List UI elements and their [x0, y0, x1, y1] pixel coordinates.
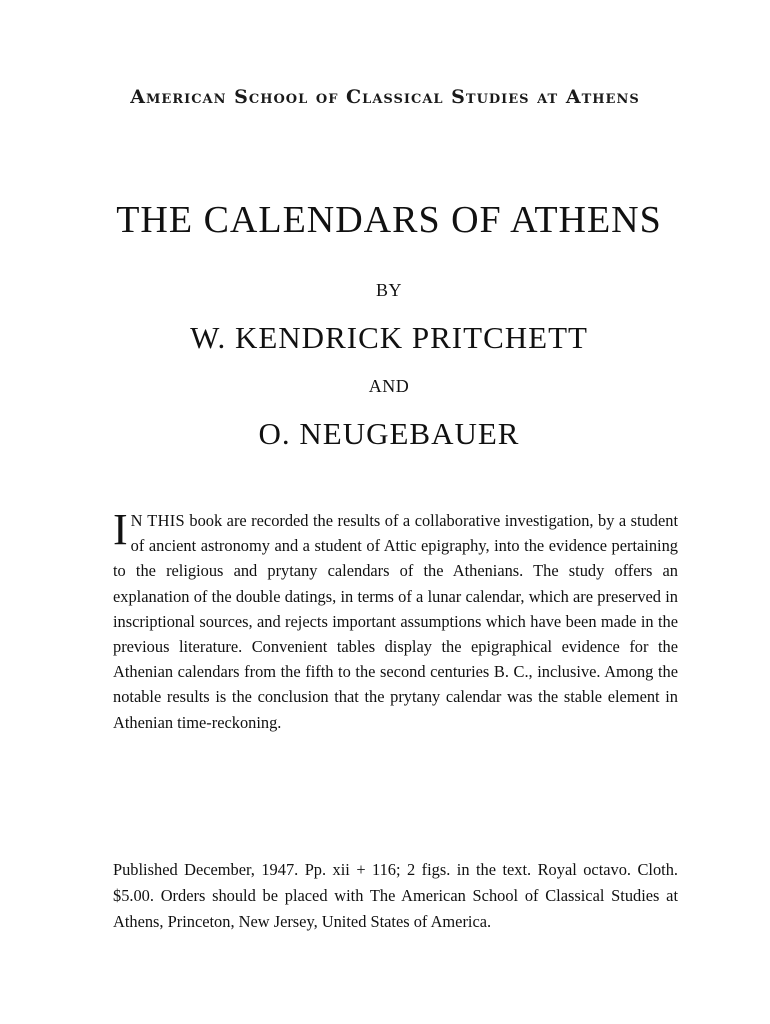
abstract-lead-caps: N THIS — [130, 511, 185, 530]
and-line: AND — [368, 376, 410, 396]
abstract-body: book are recorded the results of a collaborative investigation, by a student of ancient astronomy and a student of Attic epigraphy, into the evidence pertaining to the religious and prytany calendars of the Athenians. The study offers an explanation of the double datings, in terms of a lunar calendar, which are preserved in inscriptional sources, and rejects important assumptions which have been made in the previous literature. Convenient tables display the epigraphical evidence for the Athenian calendars from the fifth to the second centuries B. C., inclusive. Among the notable results is the conclusion that the prytany calendar was the stable element in Athenian time-reckoning. — [113, 511, 678, 732]
book-title: THE CALENDARS OF ATHENS — [116, 199, 662, 241]
author-name-2: O. NEUGEBAUER — [258, 416, 520, 451]
author-name-1: W. KENDRICK PRITCHETT — [190, 320, 588, 355]
publisher-heading: American School of Classical Studies at Athens — [130, 86, 640, 108]
drop-cap: I — [113, 505, 128, 554]
by-line: BY — [375, 280, 402, 300]
abstract-paragraph — [113, 505, 678, 735]
publication-note: Published December, 1947. Pp. xii + 116; 2 figs. in the text. Royal octavo. Cloth. $5.00. Orders should be placed with The American School of Classical Studies at Athens, Princeton, New Jersey, United States of America. — [113, 860, 678, 931]
